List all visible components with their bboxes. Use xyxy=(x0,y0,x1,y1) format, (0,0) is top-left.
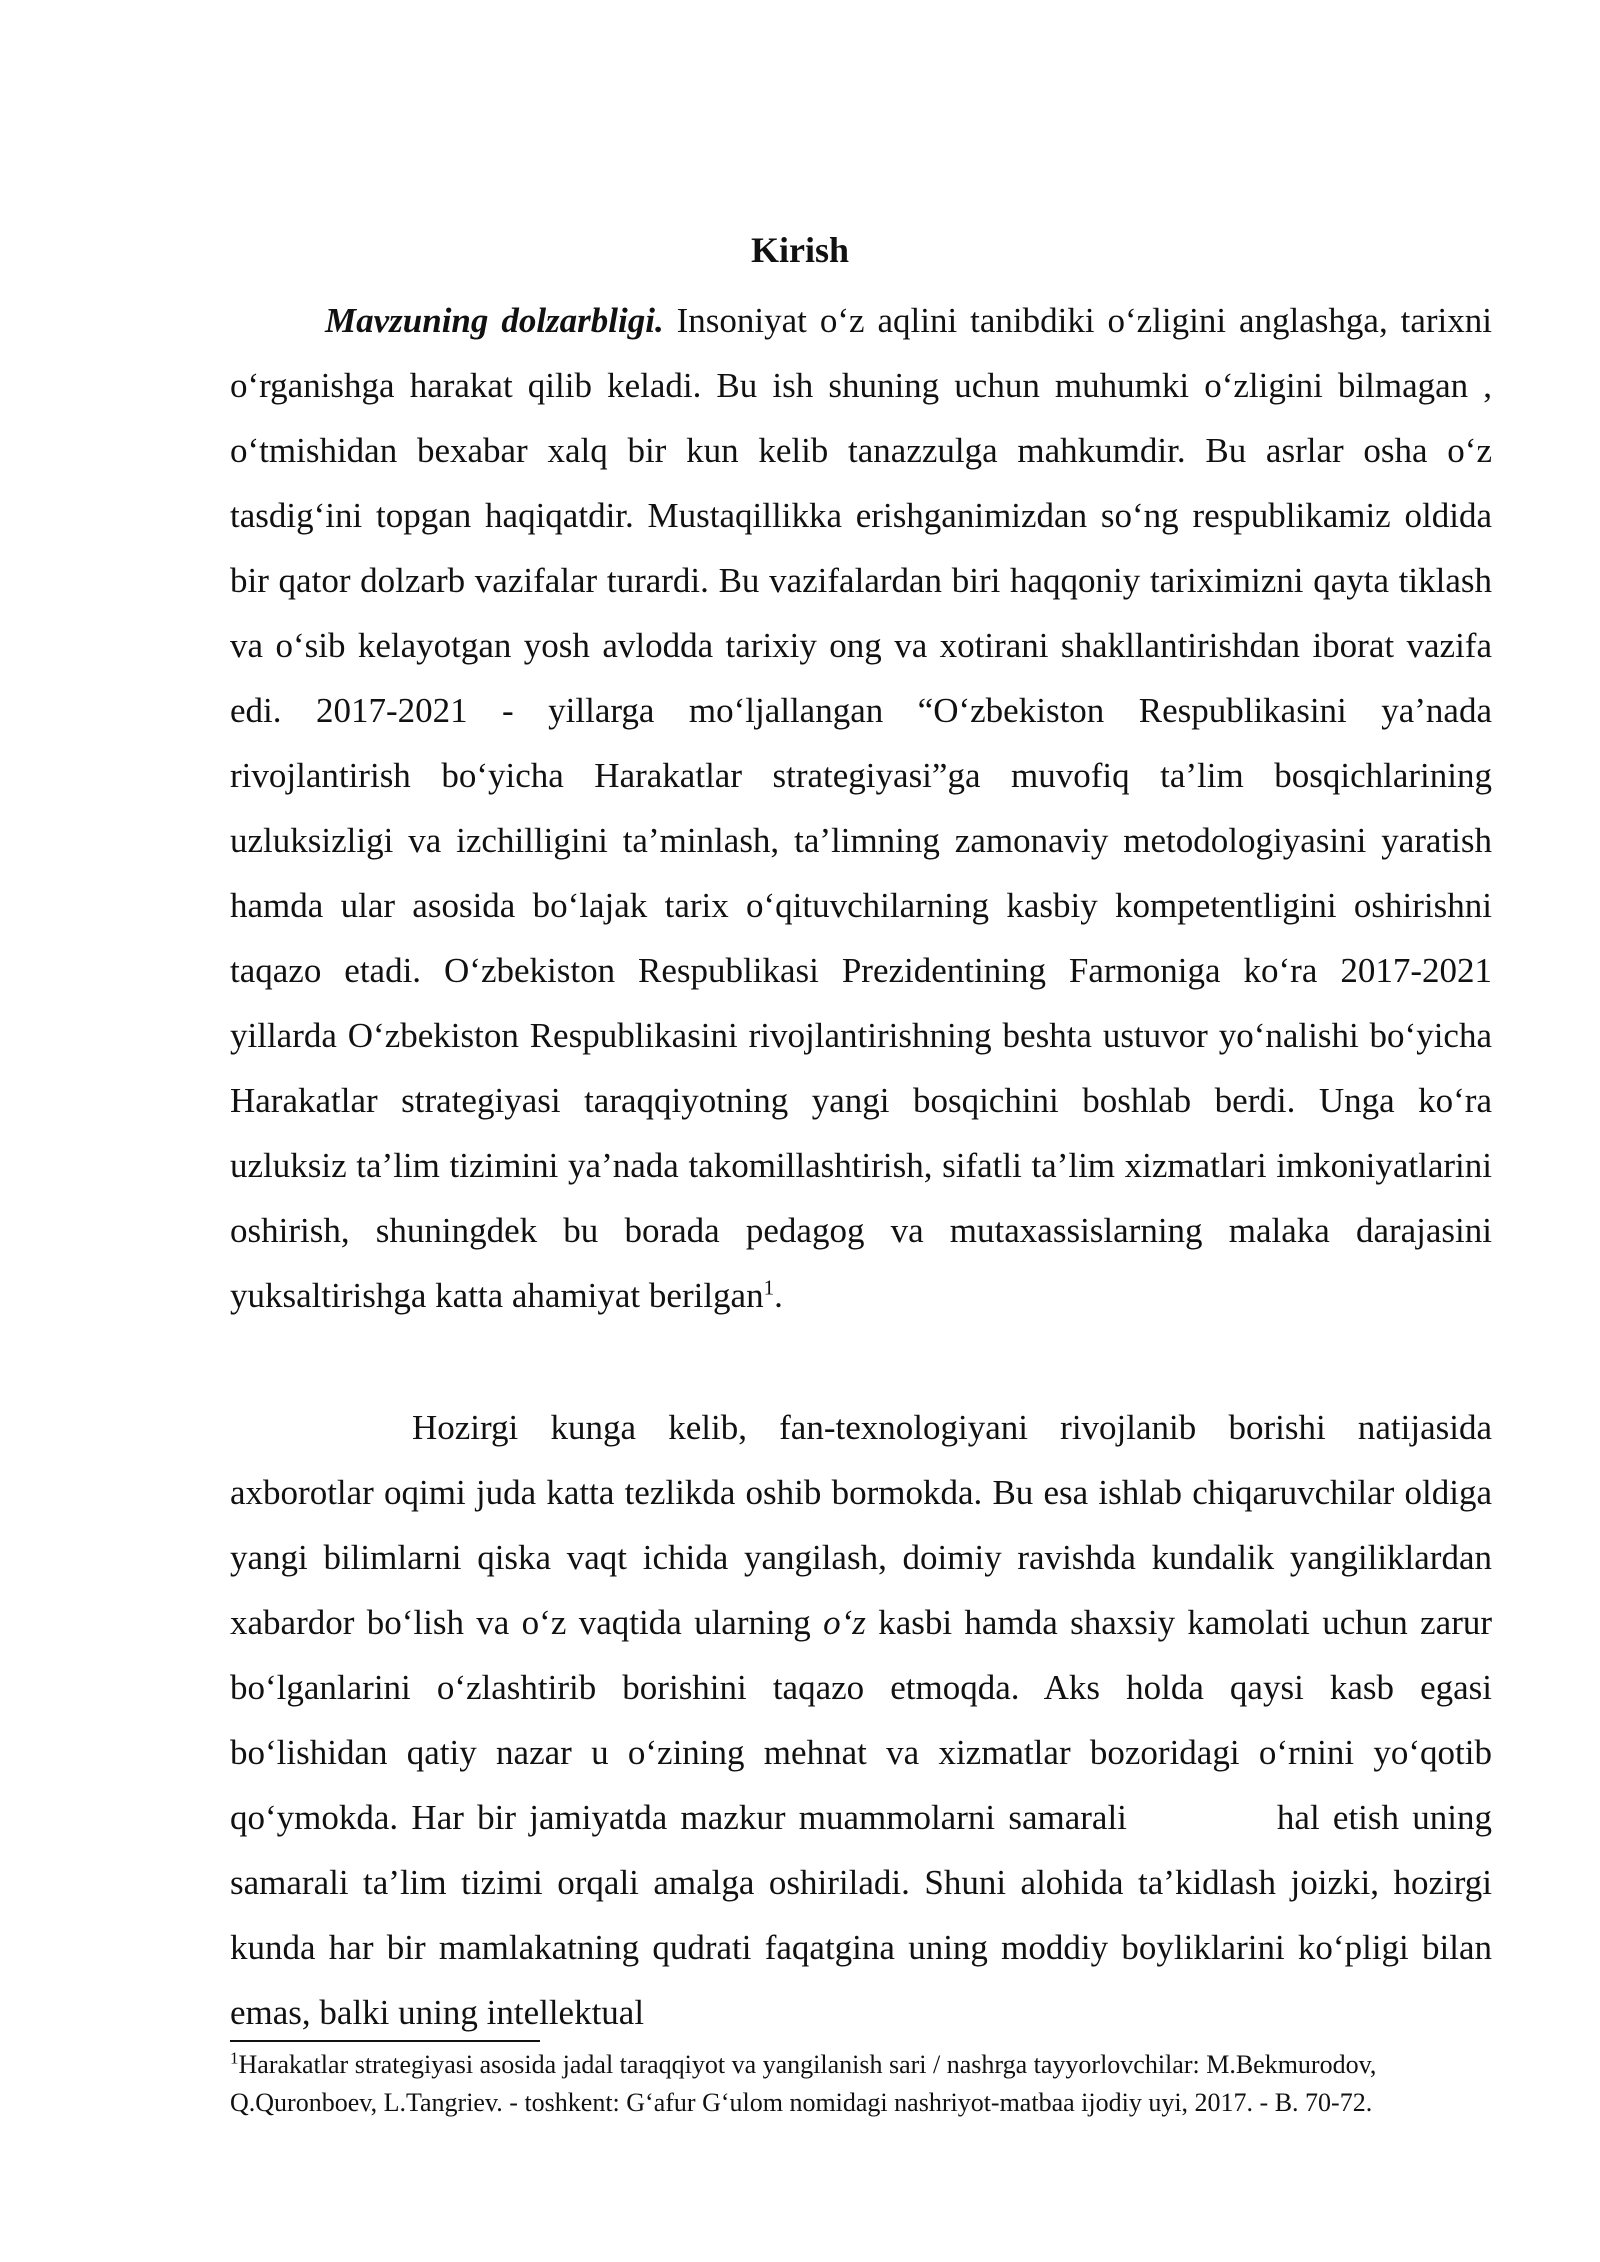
paragraph-current-state xyxy=(230,1395,1492,2045)
footnote-separator xyxy=(230,2040,540,2042)
paragraph-text: kasbi hamda shaxsiy kamolati uchun zarur bo‘lganlarini o‘zlashtirib borishini taqazo etmoqda. Aks holda qaysi kasb egasi bo‘lishidan qatiy nazar u o‘zining mehnat va xizmatlar bozoridagi o‘rnini yo‘qotib qo‘ymokda. Har bir jamiyatda mazkur muammolarni samarali xyxy=(230,1603,1492,1837)
paragraph-text: Hozirgi kunga kelib, fan-texnologiyani rivojlanib borishi natijasida axborotlar oqimi juda katta tezlikda oshib bormokda. Bu esa ishlab chiqaruvchilar oldiga yangi bilimlarni qiska vaqt ichida yangilash, doimiy ravishda kundalik yangiliklardan xabardor bo‘lish va o‘z vaqtida ularning xyxy=(230,1408,1492,1642)
page-title: Kirish xyxy=(750,230,849,270)
paragraph-text: hal etish uning samarali ta’lim tizimi orqali amalga oshiriladi. Shuni alohida ta’kidlash joizki, hozirgi kunda har bir mamlakatning qudrati faqatgina uning moddiy boyliklarini ko‘pligi bilan emas, balki uning intellektual xyxy=(230,1798,1493,2032)
italic-word: o‘z xyxy=(823,1603,866,1642)
footnote-marker: 1 xyxy=(230,2048,239,2068)
footnote-text: Harakatlar strategiyasi asosida jadal taraqqiyot va yangilanish sari / nashrga tayyorlovchilar: M.Bekmurodov, xyxy=(238,2050,1377,2079)
section-lead-heading: Mavzuning dolzarbligi. xyxy=(325,301,664,340)
paragraph-text: Insoniyat o‘z aqlini tanibdiki o‘zligini anglashga, tarixni o‘rganishga harakat qilib keladi. Bu ish shuning uchun muhumki o‘zligini bilmagan , o‘tmishidan bexabar xalq bir kun kelib tanazzulga mahkumdir. Bu asrlar osha o‘z tasdig‘ini topgan haqiqatdir. Mustaqillikka erishganimizdan so‘ng respublikamiz oldida bir qator dolzarb vazifalar turardi. Bu vazifalardan biri haqqoniy tariximizni qayta tiklash va o‘sib kelayotgan yosh avlodda tarixiy ong va xotirani shakllantirishdan iborat vazifa edi. 2017-2021 - yillarga mo‘ljallangan “O‘zbekiston Respublikasini ya’nada rivojlantirish bo‘yicha Harakatlar strategiyasi”ga muvofiq ta’lim bosqichlarining uzluksizligi va izchilligini ta’minlash, ta’limning zamonaviy metodologiyasini yaratish hamda ular asosida bo‘lajak tarix o‘qituvchilarning kasbiy kompetentligini oshirishni taqazo etadi. O‘zbekiston Respublikasi Prezidentining Farmoniga ko‘ra 2017-2021 yillarda O‘zbekiston Respublikasini rivojlantirishning beshta ustuvor yo‘nalishi bo‘yicha Harakatlar strategiyasi taraqqiyotning yangi bosqichini boshlab berdi. Unga ko‘ra uzluksiz ta’lim tizimini ya’nada takomillashtirish, sifatli ta’lim xizmatlari imkoniyatlarini oshirish, shuningdek bu borada pedagog va mutaxassislarning malaka darajasini yuksaltirishga katta ahamiyat berilgan xyxy=(230,301,1492,1315)
paragraph-relevance xyxy=(230,288,1492,1328)
footnote-reference[interactable]: 1 xyxy=(763,1275,775,1300)
footnote-line xyxy=(230,2084,1492,2122)
footnote-line xyxy=(230,2046,1492,2084)
footnote-text: Q.Quronboev, L.Tangriev. - toshkent: G‘afur G‘ulom nomidagi nashriyot-matbaa ijodiy uyi, 2017. - B. 70-72. xyxy=(230,2088,1373,2117)
footnote xyxy=(230,2046,1492,2122)
paragraph-end: . xyxy=(774,1276,783,1315)
